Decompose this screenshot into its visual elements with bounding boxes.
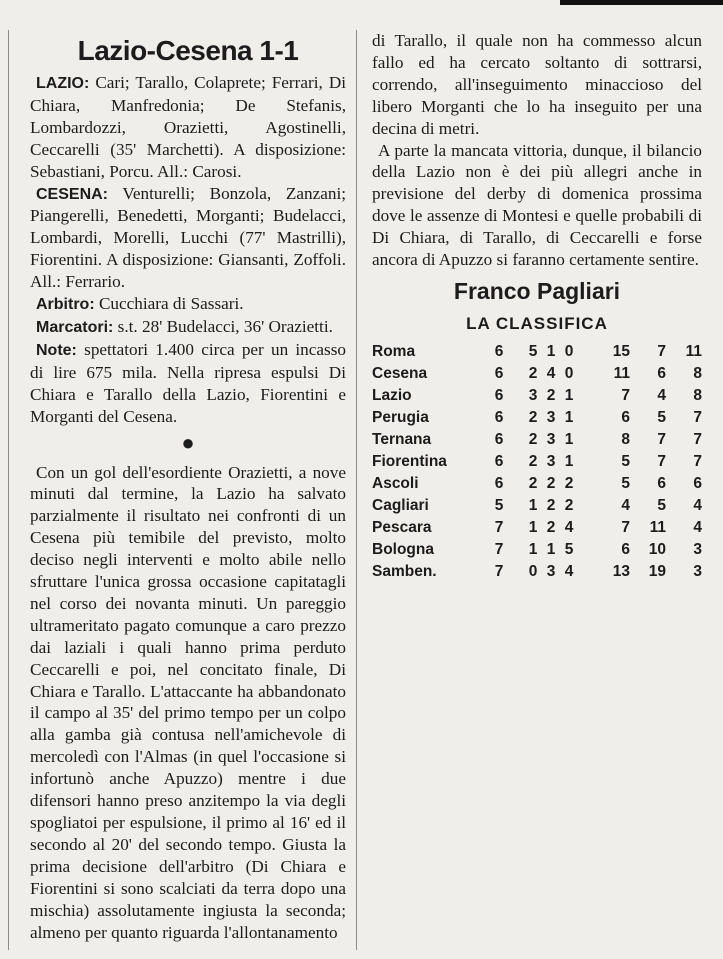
article-body-paragraph: Con un gol dell'esordiente Orazietti, a nove minuti dal termine, la Lazio ha salvato parzialmente il risultato nei confronti di un Cesena più temibile del previsto, molto deciso negli interventi e molto abile nello sfruttare l'unica grossa occasione capitatagli nel corso dei novanta minuti. Un pareggio ultrameritato pagato comunque a caro prezzo dai laziali i quali hanno prima perduto Ceccarelli e poi, nel concitato finale, Di Chiara e Tarallo. L'attaccante ha abbandonato il campo al 35' del primo tempo per un colpo alla gamba già contusa nell'amichevole di mercoledì con l'Almas (in quel l'occasione si infortunò anche Apuzzo) mentre i due difensori hanno preso anzitempo la via degli spogliatoi per espulsione, il primo al 16' ed il secondo al 20' del secondo tempo. Giusta la prima decisione dell'arbitro (Di Chiara e Fiorentini si sono scalciati da terra dopo una mischia) assolutamente ingiusta la seconda; almeno per quanto riguarda l'allontanamento — [30, 462, 346, 942]
standings-cell-v: 2 — [528, 408, 538, 426]
standings-cell-n: 3 — [546, 408, 556, 426]
standings-cell-f: 6 — [621, 540, 630, 558]
standings-cell-n: 4 — [546, 364, 556, 382]
standings-cell-g: 6 — [494, 364, 504, 382]
standings-cell-f: 11 — [613, 364, 630, 382]
scorers-label: Marcatori: — [36, 318, 114, 336]
notes-line — [30, 339, 346, 428]
standings-row — [372, 451, 702, 473]
standings-cell-f: 4 — [621, 496, 630, 514]
standings-cell-v: 2 — [528, 452, 538, 470]
standings-cell-s: 11 — [649, 518, 666, 536]
column-rule-middle — [356, 30, 357, 950]
standings-cell-p: 0 — [564, 364, 574, 382]
standings-cell-g: 6 — [494, 408, 504, 426]
standings-team: Cesena — [372, 364, 428, 382]
standings-team: Lazio — [372, 386, 412, 404]
standings-team: Pescara — [372, 518, 432, 536]
standings-cell-v: 2 — [528, 474, 538, 492]
standings-cell-pt: 8 — [693, 364, 702, 382]
standings-cell-pt: 4 — [693, 518, 702, 536]
standings-cell-s: 5 — [657, 408, 666, 426]
standings-row — [372, 561, 702, 583]
standings-team: Cagliari — [372, 496, 429, 514]
standings-cell-g: 5 — [494, 496, 504, 514]
standings-cell-p: 1 — [564, 452, 574, 470]
standings-cell-n: 2 — [546, 386, 556, 404]
standings-cell-n: 3 — [546, 452, 556, 470]
standings-cell-f: 5 — [621, 452, 630, 470]
standings-cell-p: 1 — [564, 386, 574, 404]
standings-cell-s: 19 — [648, 562, 666, 580]
standings-team: Roma — [372, 342, 416, 360]
standings-row — [372, 407, 702, 429]
referee-line — [30, 293, 346, 316]
standings-cell-v: 1 — [528, 518, 538, 536]
standings-cell-g: 6 — [494, 386, 504, 404]
standings-team: Bologna — [372, 540, 434, 558]
standings-row — [372, 495, 702, 517]
standings-cell-p: 2 — [564, 474, 574, 492]
standings-cell-p: 1 — [564, 430, 574, 448]
standings-cell-f: 7 — [621, 386, 630, 404]
standings-cell-f: 7 — [621, 518, 630, 536]
referee-text: Cucchiara di Sassari. — [98, 294, 244, 314]
standings-cell-s: 10 — [648, 540, 666, 558]
standings-table — [372, 341, 702, 583]
standings-cell-p: 4 — [564, 518, 574, 536]
standings-cell-p: 2 — [564, 496, 574, 514]
standings-row — [372, 385, 702, 407]
standings-cell-pt: 7 — [693, 430, 702, 448]
standings-cell-n: 1 — [546, 540, 556, 558]
standings-cell-g: 7 — [494, 518, 504, 536]
standings-cell-n: 1 — [546, 342, 556, 360]
standings-cell-s: 6 — [657, 474, 666, 492]
standings-cell-n: 2 — [546, 518, 556, 536]
standings-cell-v: 2 — [528, 364, 538, 382]
standings-cell-pt: 8 — [693, 386, 702, 404]
scorers-text: s.t. 28' Budelacci, 36' Orazietti. — [117, 316, 333, 336]
standings-row — [372, 473, 702, 495]
standings-cell-f: 5 — [621, 474, 630, 492]
bullet-separator: ● — [181, 429, 195, 455]
standings-cell-v: 3 — [528, 386, 538, 404]
standings-cell-g: 6 — [494, 342, 504, 360]
standings-team: Fiorentina — [372, 452, 447, 470]
column-rule-left — [8, 30, 9, 950]
standings-cell-f: 6 — [621, 408, 630, 426]
standings-cell-g: 7 — [494, 540, 504, 558]
standings-cell-p: 5 — [564, 540, 574, 558]
referee-label: Arbitro: — [36, 296, 95, 314]
standings-cell-pt: 7 — [693, 408, 702, 426]
standings-cell-pt: 4 — [693, 496, 702, 514]
standings-cell-s: 7 — [657, 430, 666, 448]
lineup-cesena — [30, 183, 346, 294]
article-headline: Lazio-Cesena 1-1 — [77, 35, 299, 66]
author-signature: Franco Pagliari — [453, 277, 621, 304]
article-body-continuation: di Tarallo, il quale non ha commesso alcun fallo ed ha cercato soltanto di sottrarsi, correndo, all'inseguimento minaccioso del libero Morganti che lo ha inseguito per una decina di metri. — [372, 31, 702, 138]
standings-row — [372, 341, 702, 363]
standings-cell-pt: 3 — [693, 540, 702, 558]
standings-cell-s: 4 — [657, 386, 666, 404]
standings-cell-pt: 7 — [693, 452, 702, 470]
standings-cell-pt: 11 — [685, 342, 702, 360]
lineup-cesena-label: CESENA: — [36, 185, 109, 203]
standings-team: Ascoli — [372, 474, 419, 492]
standings-team: Ternana — [372, 430, 432, 448]
article-column-right — [372, 30, 702, 583]
standings-cell-s: 7 — [657, 342, 666, 360]
article-column-left — [30, 34, 346, 943]
standings-cell-f: 13 — [612, 562, 630, 580]
lineup-lazio-text: Cari; Tarallo, Colaprete; Ferrari, Di Chiara, Manfredonia; De Stefanis, Lombardozzi, Orazietti, Agostinelli, Ceccarelli (35' Marchetti). A disposizione: Sebastiani, Porcu. All.: Carosi. — [30, 73, 347, 181]
standings-cell-n: 2 — [546, 496, 556, 514]
standings-cell-s: 6 — [657, 364, 666, 382]
standings-cell-v: 2 — [528, 430, 538, 448]
standings-row — [372, 429, 702, 451]
standings-cell-s: 7 — [657, 452, 666, 470]
standings-cell-pt: 6 — [693, 474, 702, 492]
standings-cell-v: 1 — [528, 540, 538, 558]
standings-cell-v: 5 — [528, 342, 538, 360]
standings-cell-n: 3 — [546, 562, 556, 580]
standings-cell-n: 3 — [546, 430, 556, 448]
standings-title: LA CLASSIFICA — [466, 313, 608, 333]
standings-cell-n: 2 — [546, 474, 556, 492]
standings-cell-v: 1 — [528, 496, 538, 514]
standings-cell-g: 6 — [494, 474, 504, 492]
article-closing-paragraph: A parte la mancata vittoria, dunque, il bilancio della Lazio non è dei più allegri anche in previsione del derby di domenica prossima dove le assenze di Montesi e quelle probabili di Di Chiara, di Tarallo, di Ceccarelli e forse ancora di Apuzzo si faranno certamente sentire. — [372, 140, 702, 270]
standings-row — [372, 363, 702, 385]
top-border-bar — [560, 0, 723, 5]
scorers-line — [30, 316, 346, 339]
lineup-cesena-text: Venturelli; Bonzola, Zanzani; Piangerelli, Benedetti, Morganti; Budelacci, Lombardi, Morelli, Lucchi (77' Mastrilli), Fiorentini. A disposizione: Giansanti, Zoffoli. All.: Ferrario. — [30, 183, 346, 292]
standings-cell-p: 4 — [564, 562, 574, 580]
standings-cell-g: 6 — [494, 452, 504, 470]
standings-team: Samben. — [372, 562, 437, 580]
standings-cell-f: 15 — [612, 342, 630, 360]
notes-text: spettatori 1.400 circa per un incasso di lire 675 mila. Nella ripresa espulsi Di Chiara e Tarallo della Lazio, Fiorentini e Morganti del Cesena. — [30, 339, 347, 426]
standings-row — [372, 539, 702, 561]
standings-row — [372, 517, 702, 539]
standings-cell-g: 7 — [494, 562, 504, 580]
standings-cell-v: 0 — [528, 562, 538, 580]
standings-cell-g: 6 — [494, 430, 504, 448]
standings-cell-pt: 3 — [693, 562, 702, 580]
standings-team: Perugia — [372, 408, 429, 426]
standings-cell-s: 5 — [657, 496, 666, 514]
standings-cell-p: 1 — [564, 408, 574, 426]
standings-cell-p: 0 — [564, 342, 574, 360]
lineup-lazio — [30, 72, 346, 183]
lineup-lazio-label: LAZIO: — [36, 75, 90, 92]
notes-label: Note: — [36, 341, 77, 359]
standings-cell-f: 8 — [621, 430, 630, 448]
